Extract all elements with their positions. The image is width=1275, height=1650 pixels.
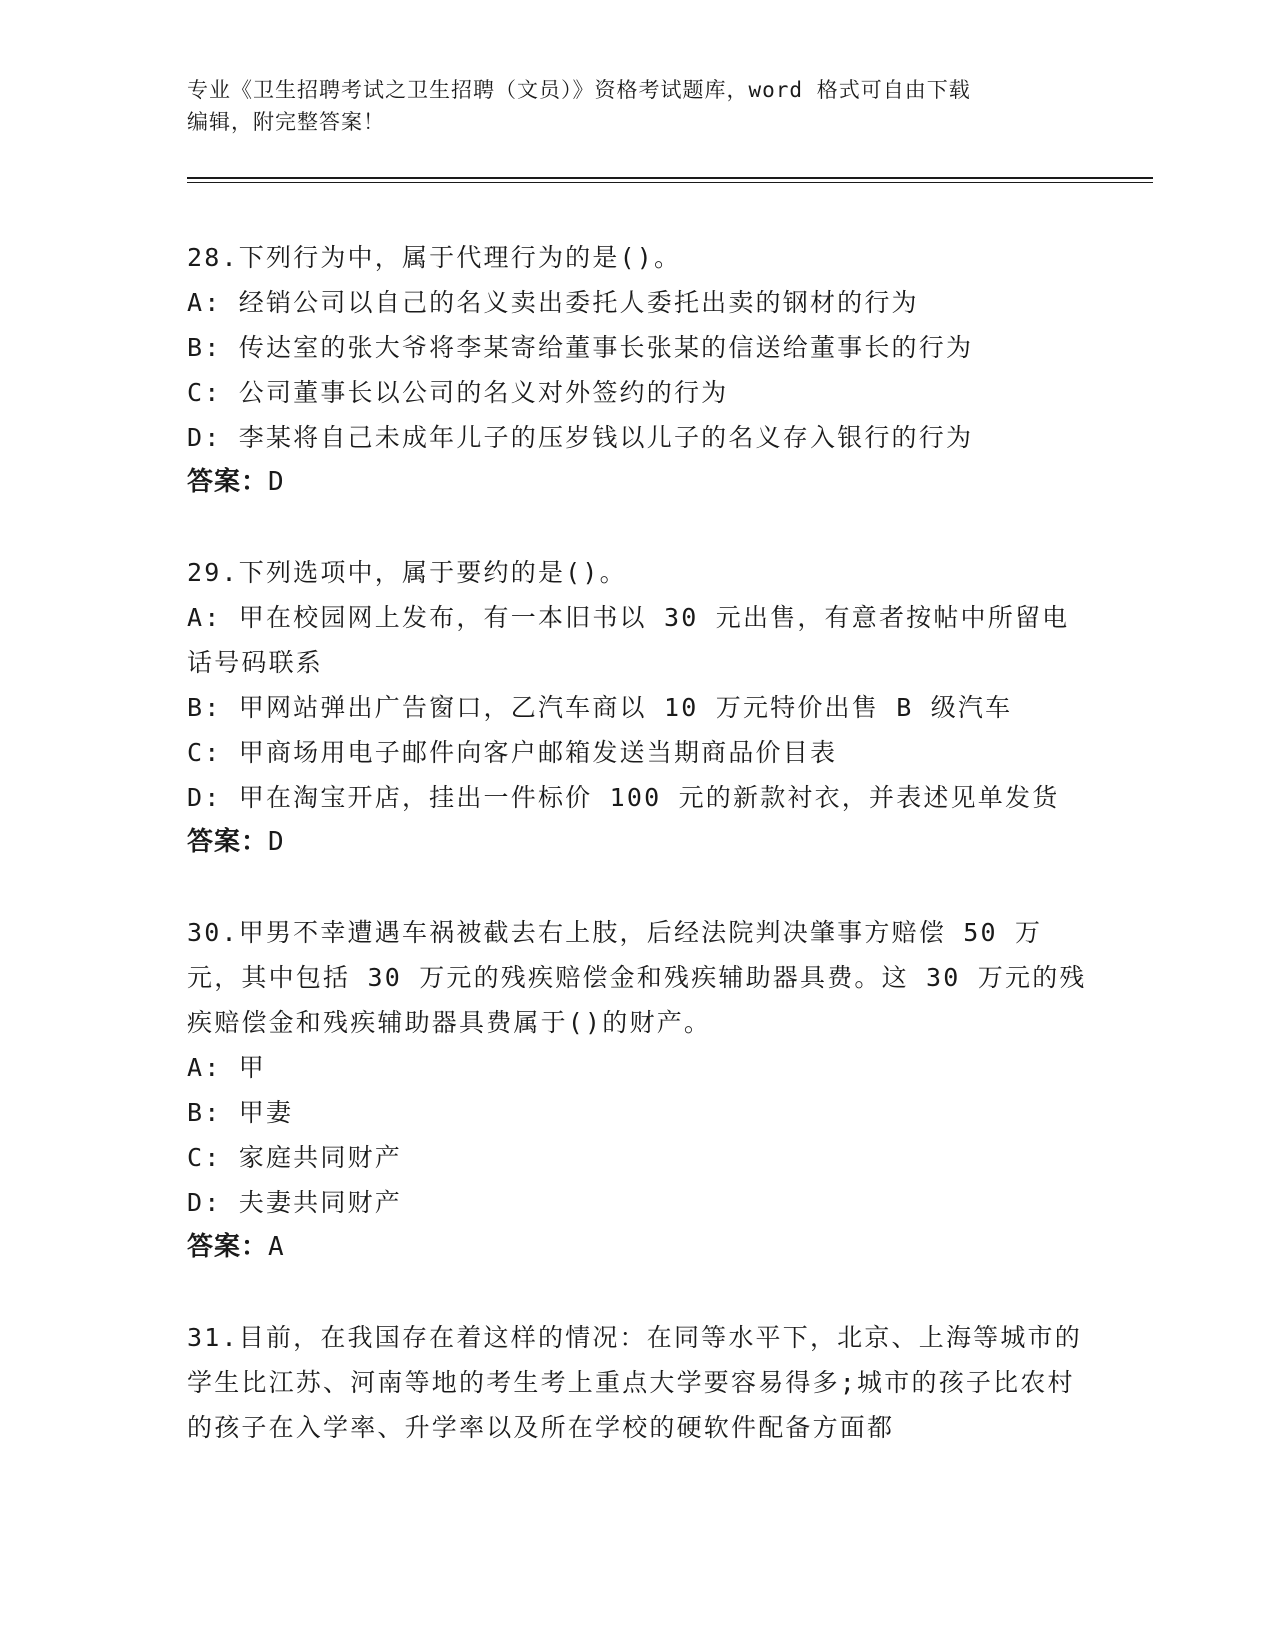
document-header (187, 74, 1087, 138)
header-line-2: 编辑，附完整答案！ (187, 110, 385, 134)
option-d: D: 夫妻共同财产 (187, 1188, 402, 1217)
option-d: D: 李某将自己未成年儿子的压岁钱以儿子的名义存入银行的行为 (187, 423, 974, 452)
option-a: A: 甲在校园网上发布，有一本旧书以 30 元出售，有意者按帖中所留电话号码联系 (187, 603, 1070, 677)
question-30 (187, 910, 1087, 1270)
question-stem: 31.目前，在我国存在着这样的情况：在同等水平下，北京、上海等城市的学生比江苏、河南等地的考生考上重点大学要容易得多;城市的孩子比农村的孩子在入学率、升学率以及所在学校的硬软件配备方面都 (187, 1323, 1082, 1442)
answer (187, 1225, 1087, 1270)
header-divider-thin (187, 182, 1153, 183)
header-divider-thick (187, 177, 1153, 179)
option-c: C: 公司董事长以公司的名义对外签约的行为 (187, 378, 729, 407)
option-a: A: 经销公司以自己的名义卖出委托人委托出卖的钢材的行为 (187, 288, 919, 317)
question-stem: 30.甲男不幸遭遇车祸被截去右上肢，后经法院判决肇事方赔偿 50 万元，其中包括 30 万元的残疾赔偿金和残疾辅助器具费。这 30 万元的残疾赔偿金和残疾辅助器具费属于()的财产。 (187, 918, 1087, 1037)
question-stem: 28.下列行为中，属于代理行为的是()。 (187, 243, 682, 272)
question-28 (187, 235, 1087, 505)
answer-label: 答案： (187, 827, 269, 857)
answer-value: D (268, 467, 285, 497)
header-line-1: 专业《卫生招聘考试之卫生招聘（文员）》资格考试题库，word 格式可自由下载 (187, 78, 971, 102)
answer (187, 460, 1087, 505)
question-29 (187, 550, 1087, 865)
answer-label: 答案： (187, 467, 269, 497)
option-b: B: 甲妻 (187, 1098, 294, 1127)
option-b: B: 甲网站弹出广告窗口，乙汽车商以 10 万元特价出售 B 级汽车 (187, 693, 1013, 722)
question-31 (187, 1315, 1087, 1450)
option-c: C: 甲商场用电子邮件向客户邮箱发送当期商品价目表 (187, 738, 838, 767)
answer-value: D (268, 827, 285, 857)
answer (187, 820, 1087, 865)
option-d: D: 甲在淘宝开店，挂出一件标价 100 元的新款衬衣，并表述见单发货 (187, 783, 1060, 812)
question-list (187, 235, 1087, 1495)
answer-label: 答案： (187, 1232, 269, 1262)
option-b: B: 传达室的张大爷将李某寄给董事长张某的信送给董事长的行为 (187, 333, 974, 362)
option-c: C: 家庭共同财产 (187, 1143, 402, 1172)
question-stem: 29.下列选项中，属于要约的是()。 (187, 558, 627, 587)
option-a: A: 甲 (187, 1053, 266, 1082)
answer-value: A (268, 1232, 285, 1262)
